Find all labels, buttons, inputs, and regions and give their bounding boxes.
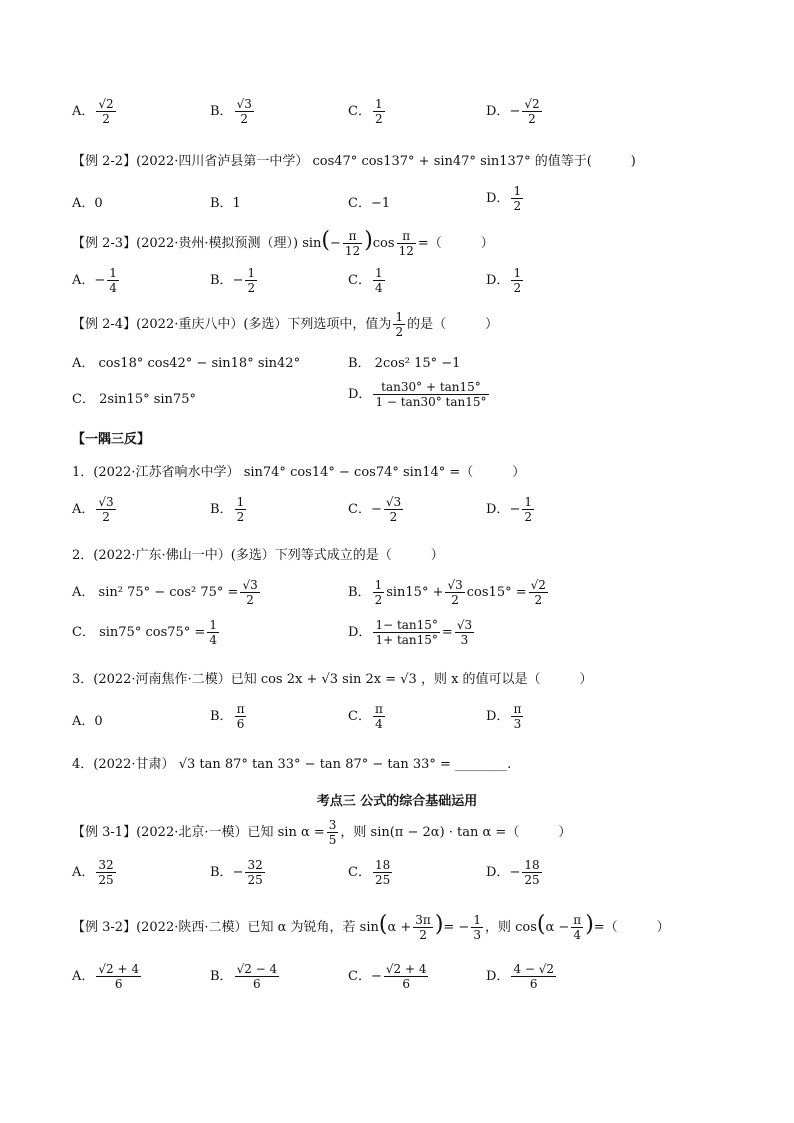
option-a: A． $\frac{√3}{2}$ <box>72 495 114 524</box>
problem-1-question: 1．(2022·江苏省响水中学） sin74° cos14° − cos74° sin14° =（ ） <box>72 465 526 480</box>
example-2-4-option-d: D． $\frac{\tan 30^\circ + \tan 15^\circ}{1 - \tan 30^\circ \tan 15^\circ}$ <box>348 380 487 409</box>
option-c: C． $\frac{18}{25}$ <box>348 858 391 887</box>
example-2-2-options <box>72 184 732 224</box>
problem-3-question: 3．(2022·河南焦作·二模）已知 cos 2x + √3 sin 2x = √3 ，则 x 的值可以是（ ） <box>72 672 593 687</box>
option-a: A． $\frac{√2}{2}$ <box>72 97 114 126</box>
example-2-4-question: 【例 2-4】(2022·重庆八中）(多选）下列选项中，值为 $\frac{1}{2}$ 的是（ ） <box>72 310 499 339</box>
example-3-1-question: 【例 3-1】(2022·北京·一模）已知 sin α = $\frac{3}{5}$ ，则 sin(π − 2α) · tan α =（ ） <box>72 818 572 847</box>
option-c: C．− $\frac{√3}{2}$ <box>348 495 402 524</box>
option-a: A．− $\frac{1}{4}$ <box>72 266 117 295</box>
problem-2-option-c: C． sin75° cos75° = $\frac{1}{4}$ <box>72 618 217 647</box>
option-c: C．− $\frac{√2 + 4}{6}$ <box>348 962 427 991</box>
example-2-4-option-c: C． 2sin15° sin75° <box>72 392 196 407</box>
option-a: A． $\frac{√2 + 4}{6}$ <box>72 962 139 991</box>
option-c: C． $\frac{\pi}{4}$ <box>348 702 383 731</box>
example-2-3-question: 【例 2-3】(2022·贵州·模拟预测（理）) sin(− $\frac{\pi}{12}$ )cos $\frac{\pi}{12}$ =（ ） <box>72 228 494 258</box>
example-2-3-options <box>72 266 732 306</box>
example-3-2-question: 【例 3-2】(2022·陕西·二模）已知 α 为锐角，若 sin(α + $\frac{3\pi}{2}$ )= − $\frac{1}{3}$ ，则 cos(α − $\frac{\pi}{4}$ )=（ ） <box>72 912 670 942</box>
example-3-2-options <box>72 962 732 1002</box>
option-b: B．− $\frac{1}{2}$ <box>210 266 256 295</box>
option-d: D． $\frac{1}{2}$ <box>486 184 522 213</box>
option-b: B． $\frac{\pi}{6}$ <box>210 702 245 731</box>
option-a: A． $\frac{32}{25}$ <box>72 858 114 887</box>
option-d: D． $\frac{\pi}{3}$ <box>486 702 522 731</box>
problem-3-options <box>72 702 732 742</box>
option-c: C．−1 <box>348 196 391 211</box>
example-2-4-option-b: B． 2cos² 15° −1 <box>348 356 461 371</box>
problem-2-option-a: A． sin² 75° − cos² 75° = $\frac{√3}{2}$ <box>72 578 258 607</box>
option-b: B． $\frac{1}{2}$ <box>210 495 245 524</box>
option-b: B．− $\frac{32}{25}$ <box>210 858 263 887</box>
example-3-1-options <box>72 858 732 898</box>
option-d: D． $\frac{1}{2}$ <box>486 266 522 295</box>
section-title: 考点三 公式的综合基础运用 <box>316 794 478 809</box>
problem-1-options <box>72 495 732 535</box>
options-row-0 <box>72 97 732 137</box>
problem-2-option-d: D． $\frac{1- \tan 15^\circ}{1+ \tan 15^\circ}$ = $\frac{√3}{3}$ <box>348 618 473 647</box>
option-d: D． $\frac{4 - √2}{6}$ <box>486 962 555 991</box>
problem-2-option-b: B． $\frac{1}{2}$ sin15° + $\frac{√3}{2}$ cos15° = $\frac{√2}{2}$ <box>348 578 546 607</box>
option-b: B． $\frac{√3}{2}$ <box>210 97 252 126</box>
option-a: A．0 <box>72 196 103 211</box>
option-b: B．1 <box>210 196 241 211</box>
option-d: D．− $\frac{18}{25}$ <box>486 858 540 887</box>
section-heading: 【一隅三反】 <box>72 432 151 447</box>
option-c: C． $\frac{1}{4}$ <box>348 266 383 295</box>
example-2-4-option-a: A． cos18° cos42° − sin18° sin42° <box>72 356 301 371</box>
option-a: A．0 <box>72 714 103 729</box>
option-d: D．− $\frac{√2}{2}$ <box>486 97 540 126</box>
example-2-2-question: 【例 2-2】(2022·四川省泸县第一中学） cos47° cos137° + sin47° sin137° 的值等于( ) <box>72 154 636 169</box>
problem-4-question: 4．(2022·甘肃） √3 tan 87° tan 33° − tan 87° − tan 33° = ________. <box>72 757 512 772</box>
option-d: D．− $\frac{1}{2}$ <box>486 495 532 524</box>
option-b: B． $\frac{√2 - 4}{6}$ <box>210 962 278 991</box>
option-c: C． $\frac{1}{2}$ <box>348 97 383 126</box>
problem-2-question: 2．(2022·广东·佛山一中）(多选）下列等式成立的是（ ） <box>72 548 444 563</box>
